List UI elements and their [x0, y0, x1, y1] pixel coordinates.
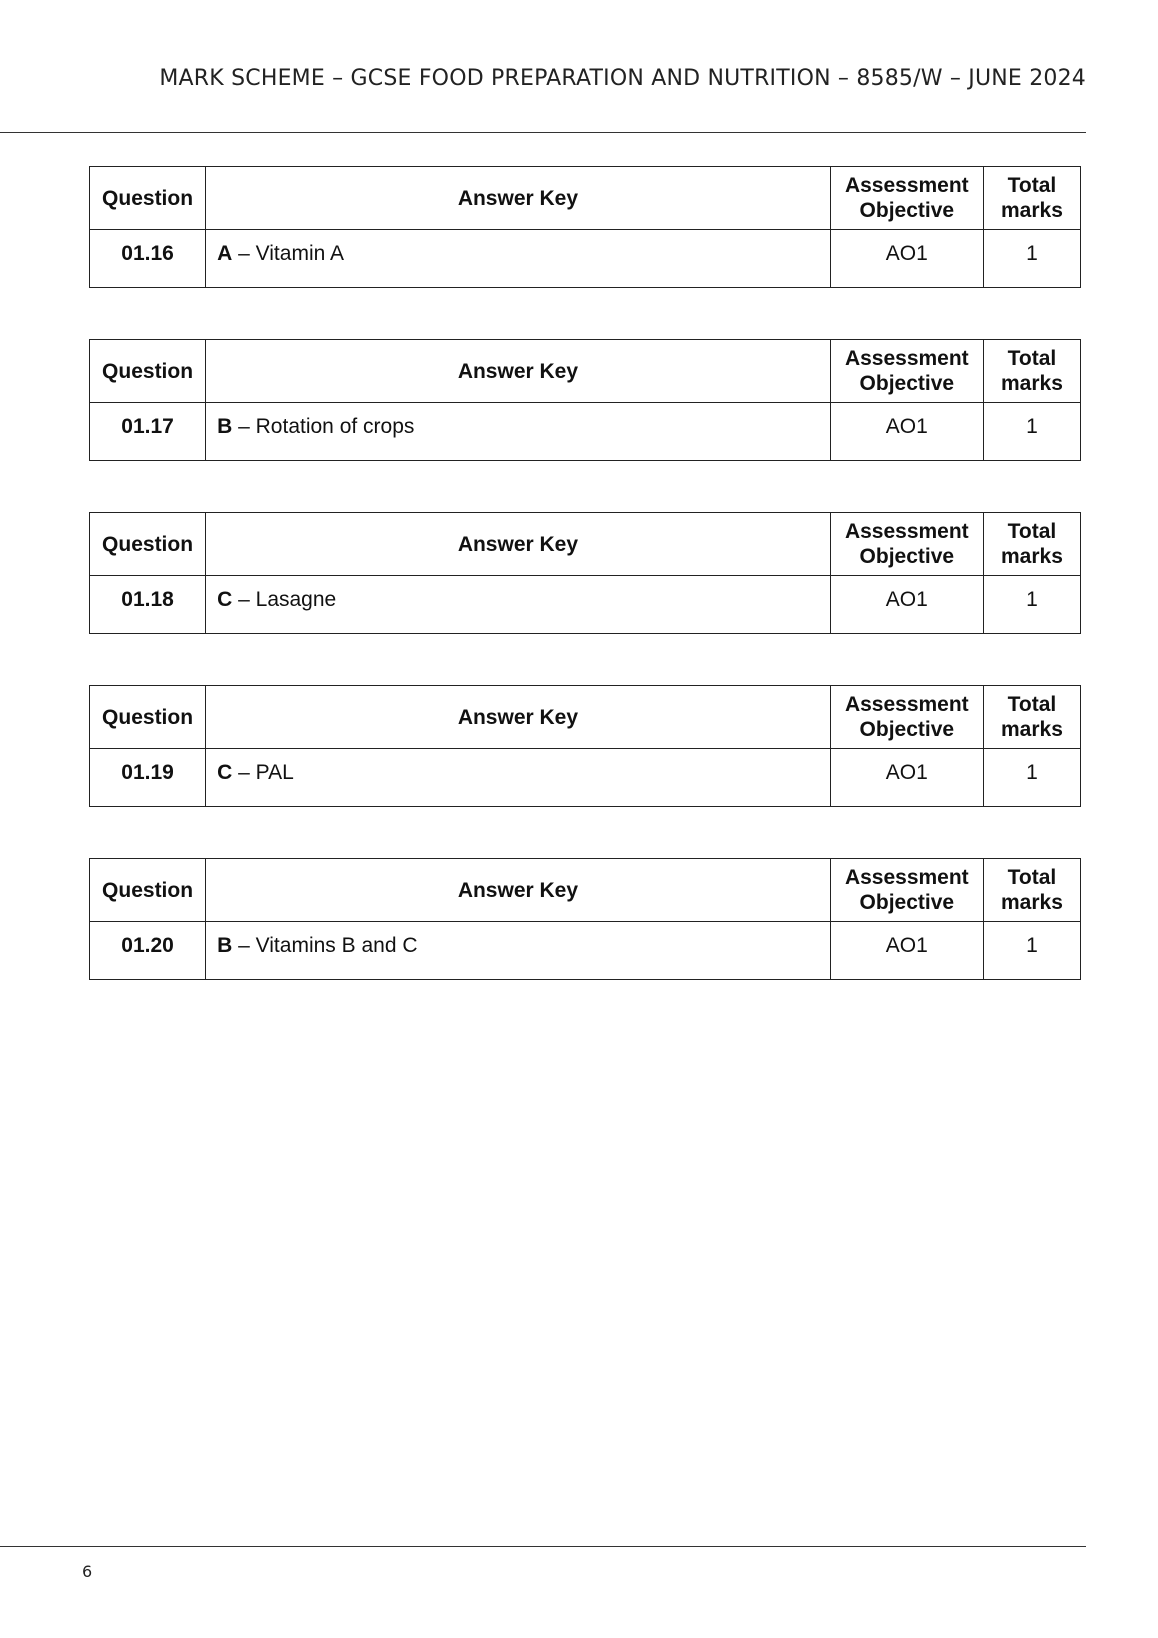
answer-text: Rotation of crops [255, 415, 415, 438]
objective-column-header [830, 686, 983, 749]
answer-separator: – [232, 415, 256, 438]
total-marks: 1 [983, 403, 1080, 461]
question-number: 01.19 [90, 749, 206, 807]
marks-header-line2: marks [1000, 372, 1063, 395]
question-number: 01.17 [90, 403, 206, 461]
marks-header-line2: marks [1000, 891, 1063, 914]
assessment-objective: AO1 [830, 230, 983, 288]
table-row [90, 230, 1081, 288]
table-row [90, 403, 1081, 461]
table-header-row [90, 167, 1081, 230]
marks-header-line1: Total [1007, 520, 1057, 543]
answer-key-column-header: Answer Key [206, 167, 831, 230]
answer-cell [206, 922, 831, 980]
marks-column-header [983, 167, 1080, 230]
objective-header-line2: Objective [859, 199, 955, 222]
objective-header-line2: Objective [859, 372, 955, 395]
answer-cell [206, 403, 831, 461]
assessment-objective: AO1 [830, 576, 983, 634]
answer-letter: C [217, 761, 233, 784]
table-header-row [90, 513, 1081, 576]
question-table [89, 685, 1081, 807]
header-divider [0, 132, 1086, 133]
marks-header-line1: Total [1007, 174, 1057, 197]
objective-column-header [830, 167, 983, 230]
question-table [89, 166, 1081, 288]
answer-key-column-header: Answer Key [206, 859, 831, 922]
marks-header-line1: Total [1007, 866, 1057, 889]
objective-header-line2: Objective [859, 718, 955, 741]
question-table [89, 339, 1081, 461]
question-table [89, 512, 1081, 634]
objective-header-line2: Objective [859, 545, 955, 568]
marks-header-line2: marks [1000, 199, 1063, 222]
question-column-header: Question [90, 859, 206, 922]
objective-header-line2: Objective [859, 891, 955, 914]
objective-header-line1: Assessment [844, 866, 969, 889]
table-row [90, 749, 1081, 807]
assessment-objective: AO1 [830, 403, 983, 461]
question-number: 01.20 [90, 922, 206, 980]
question-number: 01.18 [90, 576, 206, 634]
objective-column-header [830, 340, 983, 403]
question-column-header: Question [90, 340, 206, 403]
answer-separator: – [232, 242, 256, 265]
question-number: 01.16 [90, 230, 206, 288]
answer-cell [206, 749, 831, 807]
answer-key-column-header: Answer Key [206, 340, 831, 403]
marks-column-header [983, 513, 1080, 576]
answer-text: Lasagne [255, 588, 337, 611]
answer-text: Vitamins B and C [255, 934, 418, 957]
answer-text: Vitamin A [255, 242, 344, 265]
marks-header-line2: marks [1000, 718, 1063, 741]
answer-letter: B [217, 415, 233, 438]
table-header-row [90, 340, 1081, 403]
answer-letter: C [217, 588, 233, 611]
objective-header-line1: Assessment [844, 693, 969, 716]
question-column-header: Question [90, 686, 206, 749]
objective-header-line1: Assessment [844, 174, 969, 197]
objective-header-line1: Assessment [844, 520, 969, 543]
answer-separator: – [232, 934, 256, 957]
total-marks: 1 [983, 922, 1080, 980]
answer-key-column-header: Answer Key [206, 686, 831, 749]
marks-column-header [983, 859, 1080, 922]
total-marks: 1 [983, 576, 1080, 634]
answer-text: PAL [255, 761, 294, 784]
footer-divider [0, 1546, 1086, 1547]
answer-letter: B [217, 934, 233, 957]
objective-column-header [830, 859, 983, 922]
objective-header-line1: Assessment [844, 347, 969, 370]
marks-column-header [983, 686, 1080, 749]
table-header-row [90, 859, 1081, 922]
answer-cell [206, 230, 831, 288]
table-row [90, 576, 1081, 634]
answer-separator: – [232, 761, 256, 784]
answer-cell [206, 576, 831, 634]
assessment-objective: AO1 [830, 922, 983, 980]
page-number: 6 [82, 1562, 93, 1581]
assessment-objective: AO1 [830, 749, 983, 807]
question-table [89, 858, 1081, 980]
marks-header-line2: marks [1000, 545, 1063, 568]
objective-column-header [830, 513, 983, 576]
total-marks: 1 [983, 749, 1080, 807]
answer-separator: – [232, 588, 256, 611]
marks-header-line1: Total [1007, 347, 1057, 370]
marks-header-line1: Total [1007, 693, 1057, 716]
table-header-row [90, 686, 1081, 749]
question-column-header: Question [90, 167, 206, 230]
answer-key-column-header: Answer Key [206, 513, 831, 576]
table-row [90, 922, 1081, 980]
total-marks: 1 [983, 230, 1080, 288]
answer-letter: A [217, 242, 233, 265]
marks-column-header [983, 340, 1080, 403]
page-header-title: MARK SCHEME – GCSE FOOD PREPARATION AND NUTRITION – 8585/W – JUNE 2024 [159, 66, 1086, 91]
question-column-header: Question [90, 513, 206, 576]
